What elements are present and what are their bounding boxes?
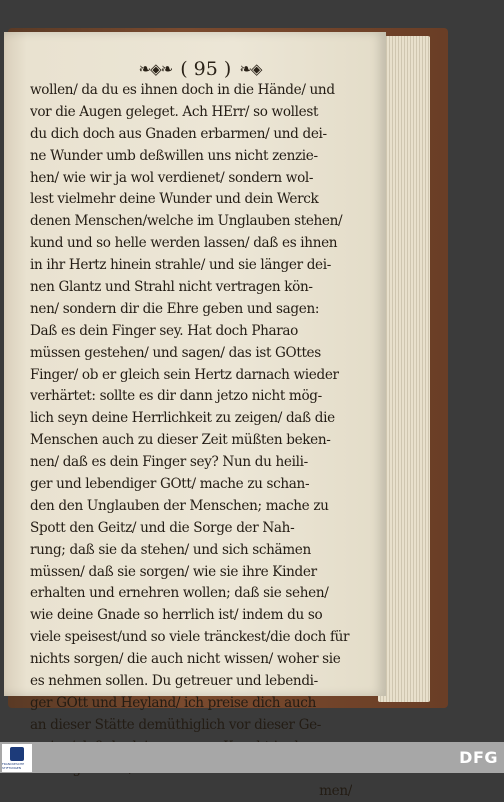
footer-bar [0, 742, 504, 773]
text-line: in ihr Hertz hinein strahle/ und sie länger dei- [30, 255, 352, 277]
text-line: vor die Augen geleget. Ach HErr/ so wollest [30, 102, 352, 124]
ornament-left-icon: ❧◈❧ [139, 60, 173, 78]
text-line: wollen/ da du es ihnen doch in die Hände/ und [30, 80, 352, 102]
text-line: nichts sorgen/ die auch nicht wissen/ woher sie [30, 649, 352, 671]
ornament-right-icon: ❧◈ [239, 60, 261, 78]
text-line: men/ [30, 781, 352, 802]
text-line: erhalten und ernehren wollen; daß sie sehen/ [30, 583, 352, 605]
logo-mark-icon [10, 747, 24, 761]
text-line: den den Unglauben der Menschen; mache zu [30, 496, 352, 518]
text-line: ger und lebendiger GOtt/ mache zu schan- [30, 474, 352, 496]
text-line: viele speisest/und so viele tränckest/die doch für [30, 627, 352, 649]
text-line: nen Glantz und Strahl nicht vertragen kön- [30, 277, 352, 299]
page-number: ( 95 ) [180, 58, 231, 80]
text-line: müssen gestehen/ und sagen/ das ist GOttes [30, 343, 352, 365]
text-line: denen Menschen/welche im Unglauben stehen/ [30, 211, 352, 233]
text-line: Menschen auch zu dieser Zeit müßten beken- [30, 430, 352, 452]
text-line: nen/ daß es dein Finger sey? Nun du heili- [30, 452, 352, 474]
text-line: an dieser Stätte demüthiglich vor dieser Ge- [30, 715, 352, 737]
logo-text: FRANCKESCHE STIFTUNGEN [2, 762, 32, 770]
text-line: du dich doch aus Gnaden erbarmen/ und dei- [30, 124, 352, 146]
text-line: kund und so helle werden lassen/ daß es ihnen [30, 233, 352, 255]
text-line: ne Wunder umb deßwillen uns nicht zenzie- [30, 146, 352, 168]
text-line: lich seyn deine Herrlichkeit zu zeigen/ daß die [30, 408, 352, 430]
dfg-logo: DFG [459, 748, 498, 767]
text-line: rung; daß sie da stehen/ und sich schämen [30, 540, 352, 562]
text-line: lest vielmehr deine Wunder und dein Werck [30, 189, 352, 211]
institution-logo [2, 744, 32, 772]
book-page [4, 32, 386, 696]
text-line: hen/ wie wir ja wol verdienet/ sondern wol- [30, 168, 352, 190]
text-line: nen/ sondern dir die Ehre geben und sagen: [30, 299, 352, 321]
text-line: Daß es dein Finger sey. Hat doch Pharao [30, 321, 352, 343]
text-line: Spott den Geitz/ und die Sorge der Nah- [30, 518, 352, 540]
text-line: es nehmen sollen. Du getreuer und lebendi- [30, 671, 352, 693]
page-header [100, 56, 300, 82]
text-line: wie deine Gnade so herrlich ist/ indem du so [30, 605, 352, 627]
text-line: ger GOtt und Heyland/ ich preise dich auch [30, 693, 352, 715]
text-line: müssen/ daß sie sorgen/ wie sie ihre Kinder [30, 562, 352, 584]
body-text [30, 80, 352, 802]
text-line: Finger/ ob er gleich sein Hertz darnach wieder [30, 365, 352, 387]
text-line: verhärtet: sollte es dir dann jetzo nicht mög- [30, 386, 352, 408]
